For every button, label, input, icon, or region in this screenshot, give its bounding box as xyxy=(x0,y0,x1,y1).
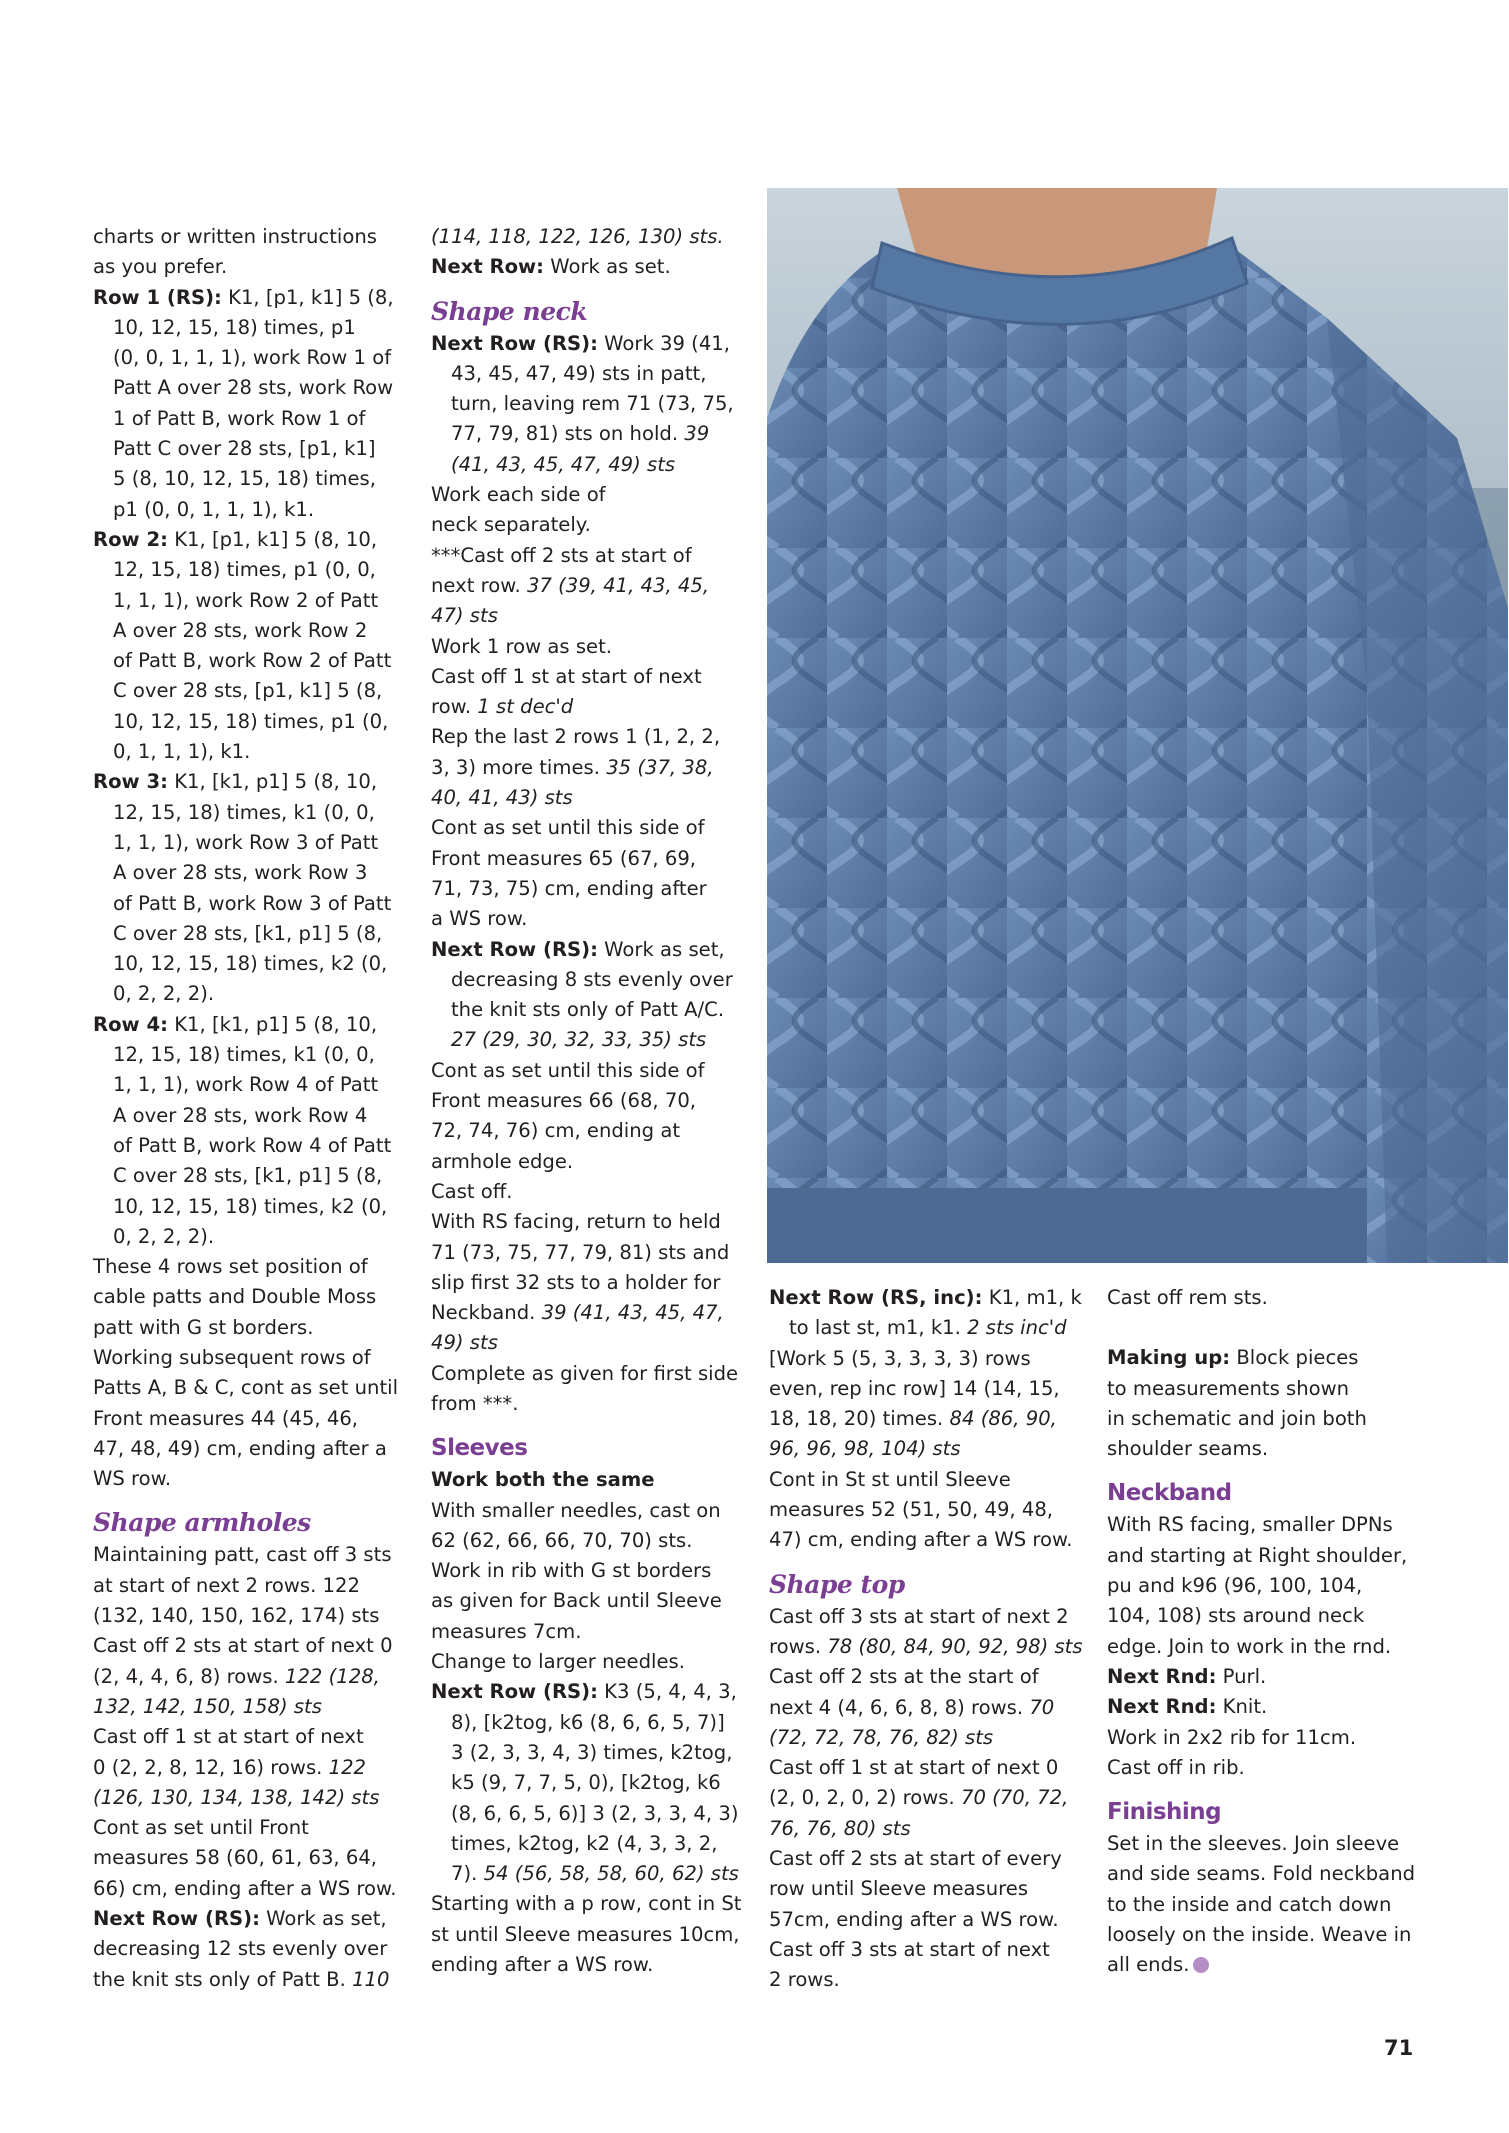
text-line: Maintaining patt, cast off 3 sts xyxy=(93,1543,392,1567)
text-line: A over 28 sts, work Row 3 xyxy=(113,861,368,885)
stitch-count: 27 (29, 30, 32, 33, 35) sts xyxy=(451,1028,707,1052)
text-line: the knit sts only of Patt A/C. xyxy=(451,998,725,1022)
text-line: measures 58 (60, 61, 63, 64, xyxy=(93,1846,378,1870)
text-line: Cast off rem sts. xyxy=(1107,1286,1268,1309)
row-label: Next Row (RS): xyxy=(431,331,598,355)
text-line: (132, 140, 150, 162, 174) sts xyxy=(93,1604,380,1628)
text-line xyxy=(93,767,408,797)
stitch-count: 96, 96, 98, 104) sts xyxy=(769,1437,961,1461)
column-3 xyxy=(769,1283,1084,1996)
sweater-illustration xyxy=(767,188,1508,1263)
text-line: Cast off 3 sts at start of next xyxy=(769,1937,1050,1961)
text-line: st until Sleeve measures 10cm, xyxy=(431,1922,740,1946)
text-line: 8), [k2tog, k6 (8, 6, 6, 5, 7)] xyxy=(451,1710,725,1734)
text-line: 10, 12, 15, 18) times, k2 (0, xyxy=(113,1194,388,1218)
text-line: pu and k96 (96, 100, 104, xyxy=(1107,1574,1363,1598)
text-line: 1, 1, 1), work Row 2 of Patt xyxy=(113,588,379,612)
text-line: from ***. xyxy=(431,1391,519,1415)
text-line: (8, 6, 6, 5, 6)] 3 (2, 3, 3, 4, 3) xyxy=(451,1801,739,1825)
text-line: (0, 0, 1, 1, 1), work Row 1 of xyxy=(113,346,392,370)
text-line: measures 7cm. xyxy=(431,1619,582,1643)
text-line: 0, 2, 2, 2). xyxy=(113,982,215,1006)
text-line xyxy=(431,252,746,282)
text-line: in schematic and join both xyxy=(1107,1406,1367,1430)
text-line: Patt C over 28 sts, [p1, k1] xyxy=(113,437,376,461)
text-line: A over 28 sts, work Row 4 xyxy=(113,1103,368,1127)
text-line xyxy=(93,525,408,555)
text-line xyxy=(431,571,746,601)
spacer xyxy=(1107,1313,1422,1343)
text-line: Cast off in rib. xyxy=(1107,1755,1245,1779)
text-line xyxy=(93,1965,408,1995)
text-line: cable patts and Double Moss xyxy=(93,1285,377,1309)
row-text: K1, [p1, k1] 5 (8, xyxy=(228,285,394,309)
text: rows. xyxy=(769,1634,822,1658)
text-line: C over 28 sts, [k1, p1] 5 (8, xyxy=(113,921,383,945)
stitch-count: 40, 41, 43) sts xyxy=(431,786,573,810)
row-label: Next Row (RS, inc): xyxy=(769,1286,983,1309)
row-text: Block pieces xyxy=(1236,1346,1359,1370)
text-line: Front measures 44 (45, 46, xyxy=(93,1406,359,1430)
stitch-count: (114, 118, 122, 126, 130) sts. xyxy=(431,225,724,248)
stitch-count: 122 (128, xyxy=(284,1664,380,1688)
text: the knit sts only of Patt B. xyxy=(93,1967,346,1991)
column-2 xyxy=(431,222,746,1980)
text-line: Front measures 66 (68, 70, xyxy=(431,1089,697,1113)
text-line xyxy=(431,329,746,359)
text-line: 43, 45, 47, 49) sts in patt, xyxy=(451,361,707,385)
text-line: and side seams. Fold neckband xyxy=(1107,1862,1416,1886)
stitch-count: 1 st dec'd xyxy=(477,695,574,719)
text-line xyxy=(1107,1662,1422,1692)
row-text: K3 (5, 4, 4, 3, xyxy=(604,1680,737,1704)
stitch-count: 70 xyxy=(1029,1695,1055,1719)
text-line: armhole edge. xyxy=(431,1149,574,1173)
row-label: Row 4: xyxy=(93,1012,168,1036)
row-label: Next Row (RS): xyxy=(93,1907,260,1931)
text: 77, 79, 81) sts on hold. xyxy=(451,422,679,446)
text-line: 0, 2, 2, 2). xyxy=(113,1224,215,1248)
text-line: loosely on the inside. Weave in xyxy=(1107,1923,1412,1947)
text-line: decreasing 8 sts evenly over xyxy=(451,967,733,991)
text: (2, 0, 2, 0, 2) rows. xyxy=(769,1786,955,1810)
text-line xyxy=(769,1313,1084,1343)
text: 18, 18, 20) times. xyxy=(769,1407,944,1431)
text-line xyxy=(769,1693,1084,1723)
row-label: Next Rnd: xyxy=(1107,1695,1217,1719)
text-line: Cast off 2 sts at start of every xyxy=(769,1847,1062,1871)
text-line: A over 28 sts, work Row 2 xyxy=(113,618,368,642)
text-line: These 4 rows set position of xyxy=(93,1255,368,1279)
stitch-count: 132, 142, 150, 158) sts xyxy=(93,1694,322,1718)
yarn-ball-icon xyxy=(1193,1957,1209,1973)
text-line xyxy=(431,1298,746,1328)
text-line: 1, 1, 1), work Row 4 of Patt xyxy=(113,1073,379,1097)
text-line: times, k2tog, k2 (4, 3, 3, 2, xyxy=(451,1831,718,1855)
text-line: of Patt B, work Row 4 of Patt xyxy=(113,1133,392,1157)
text-line: edge. Join to work in the rnd. xyxy=(1107,1634,1392,1658)
text-line: C over 28 sts, [k1, p1] 5 (8, xyxy=(113,1164,383,1188)
text-line: Cast off 2 sts at start of next 0 xyxy=(93,1634,393,1658)
text-line: measures 52 (51, 50, 49, 48, xyxy=(769,1498,1054,1522)
text-line: charts or written instructions xyxy=(93,225,377,248)
text-line: to measurements shown xyxy=(1107,1376,1350,1400)
text-line: a WS row. xyxy=(431,907,528,931)
text-line: Complete as given for first side xyxy=(431,1361,739,1385)
row-label: Row 1 (RS): xyxy=(93,285,222,309)
text-line: 5 (8, 10, 12, 15, 18) times, xyxy=(113,467,376,491)
stitch-count: 54 (56, 58, 58, 60, 62) sts xyxy=(483,1862,739,1886)
row-label: Row 3: xyxy=(93,770,168,794)
stitch-count: 49) sts xyxy=(431,1331,498,1355)
text-line: 47, 48, 49) cm, ending after a xyxy=(93,1436,387,1460)
text-line: Cast off 3 sts at start of next 2 xyxy=(769,1604,1069,1628)
text-line: With RS facing, return to held xyxy=(431,1210,721,1234)
text-line: of Patt B, work Row 2 of Patt xyxy=(113,649,392,673)
text-line: 1 of Patt B, work Row 1 of xyxy=(113,406,366,430)
text-line: row until Sleeve measures xyxy=(769,1877,1029,1901)
text-line: Cont in St st until Sleeve xyxy=(769,1467,1011,1491)
text-line: [Work 5 (5, 3, 3, 3, 3) rows xyxy=(769,1346,1031,1370)
text-line: Cast off 1 st at start of next 0 xyxy=(769,1756,1059,1780)
text-line: Front measures 65 (67, 69, xyxy=(431,846,697,870)
text-line: slip first 32 sts to a holder for xyxy=(431,1270,721,1294)
section-subheading: Work both the same xyxy=(431,1468,655,1492)
text-line xyxy=(431,692,746,722)
text-line: Working subsequent rows of xyxy=(93,1345,371,1369)
text-line: Patts A, B & C, cont as set until xyxy=(93,1376,399,1400)
text-line: Set in the sleeves. Join sleeve xyxy=(1107,1832,1400,1856)
text-line: Rep the last 2 rows 1 (1, 2, 2, xyxy=(431,725,721,749)
stitch-count: (41, 43, 45, 47, 49) sts xyxy=(451,452,676,476)
text-line: Cont as set until this side of xyxy=(431,816,705,840)
row-text: Work as set. xyxy=(550,255,671,279)
row-text: K1, [p1, k1] 5 (8, 10, xyxy=(174,527,378,551)
row-text: Knit. xyxy=(1222,1695,1268,1719)
text-line: Cont as set until this side of xyxy=(431,1058,705,1082)
column-4 xyxy=(1107,1283,1422,1981)
text-line: k5 (9, 7, 7, 5, 0), [k2tog, k6 xyxy=(451,1771,721,1795)
text-line: 72, 74, 76) cm, ending at xyxy=(431,1119,681,1143)
row-text: Work as set, xyxy=(266,1907,387,1931)
text-line: 3 (2, 3, 3, 4, 3) times, k2tog, xyxy=(451,1740,733,1764)
stitch-count: 78 (80, 84, 90, 92, 98) sts xyxy=(827,1634,1083,1658)
text: 7). xyxy=(451,1862,478,1886)
section-heading-sleeves: Sleeves xyxy=(431,1435,528,1462)
text-line: and starting at Right shoulder, xyxy=(1107,1543,1408,1567)
stitch-count: 39 xyxy=(684,422,710,446)
stitch-count: 35 (37, 38, xyxy=(606,755,714,779)
text-line: 104, 108) sts around neck xyxy=(1107,1604,1365,1628)
text-line: turn, leaving rem 71 (73, 75, xyxy=(451,392,734,416)
text-line: Cast off 2 sts at the start of xyxy=(769,1665,1039,1689)
text-line: 2 rows. xyxy=(769,1968,840,1992)
text-line xyxy=(93,283,408,313)
section-heading-shape-top: Shape top xyxy=(769,1569,905,1599)
row-text: Purl. xyxy=(1222,1664,1267,1688)
stitch-count: 110 xyxy=(352,1967,390,1991)
text-line: as given for Back until Sleeve xyxy=(431,1589,722,1613)
sweater-photo xyxy=(767,188,1508,1263)
row-label: Next Row: xyxy=(431,255,544,279)
row-label: Row 2: xyxy=(93,527,168,551)
text-line xyxy=(769,1632,1084,1662)
text-line xyxy=(431,753,746,783)
text: (2, 4, 4, 6, 8) rows. xyxy=(93,1664,279,1688)
text-line: Cont as set until Front xyxy=(93,1816,309,1840)
text-line xyxy=(93,1753,408,1783)
stitch-count: 122 xyxy=(328,1755,367,1779)
text-line: to the inside and catch down xyxy=(1107,1892,1392,1916)
text-line: patt with G st borders. xyxy=(93,1315,314,1339)
text-line: With smaller needles, cast on xyxy=(431,1498,721,1522)
text-line: decreasing 12 sts evenly over xyxy=(93,1937,388,1961)
text-line: 1, 1, 1), work Row 3 of Patt xyxy=(113,830,379,854)
row-text: Work as set, xyxy=(604,937,725,961)
text-line: 12, 15, 18) times, p1 (0, 0, xyxy=(113,558,376,582)
text-line: Work in rib with G st borders xyxy=(431,1559,712,1583)
text-line xyxy=(431,1677,746,1707)
text-line: 10, 12, 15, 18) times, p1 (0, xyxy=(113,709,389,733)
text: to last st, m1, k1. xyxy=(789,1316,961,1340)
text-line: as you prefer. xyxy=(93,255,228,279)
text-line: 71 (73, 75, 77, 79, 81) sts and xyxy=(431,1240,730,1264)
text-line: Work in 2x2 rib for 11cm. xyxy=(1107,1725,1357,1749)
stitch-count: (72, 72, 78, 76, 82) sts xyxy=(769,1725,994,1749)
text-line xyxy=(93,1904,408,1934)
text-line: ending after a WS row. xyxy=(431,1953,654,1977)
row-text: K1, m1, k xyxy=(988,1286,1082,1309)
text-line: WS row. xyxy=(93,1467,172,1491)
text-line xyxy=(769,1783,1084,1813)
text-line: Work each side of xyxy=(431,483,606,507)
text-line: of Patt B, work Row 3 of Patt xyxy=(113,891,392,915)
stitch-count: 39 (41, 43, 45, 47, xyxy=(541,1301,724,1325)
section-heading-neckband: Neckband xyxy=(1107,1480,1232,1507)
text-line: Starting with a p row, cont in St xyxy=(431,1892,742,1916)
text-line: at start of next 2 rows. 122 xyxy=(93,1573,360,1597)
section-heading-shape-armholes: Shape armholes xyxy=(93,1508,311,1538)
stitch-count: 84 (86, 90, xyxy=(949,1407,1057,1431)
text-line xyxy=(431,419,746,449)
text-line xyxy=(1107,1343,1422,1373)
text-line: 12, 15, 18) times, k1 (0, 0, xyxy=(113,1043,375,1067)
text: next 4 (4, 6, 6, 8, 8) rows. xyxy=(769,1695,1024,1719)
stitch-count: 47) sts xyxy=(431,604,498,628)
text-line xyxy=(1107,1692,1422,1722)
text: next row. xyxy=(431,573,521,597)
text-line: 12, 15, 18) times, k1 (0, 0, xyxy=(113,800,375,824)
text-line: 62 (62, 66, 66, 70, 70) sts. xyxy=(431,1528,693,1552)
text-line: Cast off 1 st at start of next xyxy=(431,664,702,688)
text-line: 10, 12, 15, 18) times, k2 (0, xyxy=(113,952,388,976)
text: 3, 3) more times. xyxy=(431,755,600,779)
text-line xyxy=(93,1010,408,1040)
text: 0 (2, 2, 8, 12, 16) rows. xyxy=(93,1755,323,1779)
row-label: Next Row (RS): xyxy=(431,937,598,961)
text-line: even, rep inc row] 14 (14, 15, xyxy=(769,1376,1060,1400)
text-line: Patt A over 28 sts, work Row xyxy=(113,376,394,400)
text-line xyxy=(431,1859,746,1889)
text: row. xyxy=(431,695,472,719)
text-line xyxy=(769,1404,1084,1434)
text-line xyxy=(431,935,746,965)
text-line: 57cm, ending after a WS row. xyxy=(769,1907,1059,1931)
stitch-count: 70 (70, 72, xyxy=(960,1786,1069,1810)
text-line: C over 28 sts, [p1, k1] 5 (8, xyxy=(113,679,383,703)
text-line: Work 1 row as set. xyxy=(431,634,613,658)
stitch-count: 2 sts inc'd xyxy=(967,1316,1067,1340)
text-line: Change to larger needles. xyxy=(431,1650,685,1674)
text-line: Cast off 1 st at start of next xyxy=(93,1725,364,1749)
text: all ends. xyxy=(1107,1953,1190,1977)
text-line: 66) cm, ending after a WS row. xyxy=(93,1876,397,1900)
text-line xyxy=(93,1662,408,1692)
text-line xyxy=(769,1283,1084,1313)
text-line: 10, 12, 15, 18) times, p1 xyxy=(113,315,356,339)
row-label: Next Rnd: xyxy=(1107,1664,1217,1688)
text-line xyxy=(1107,1950,1422,1980)
stitch-count: 76, 76, 80) sts xyxy=(769,1816,911,1840)
text-line: neck separately. xyxy=(431,513,591,537)
section-heading-shape-neck: Shape neck xyxy=(431,296,588,326)
text-line: ***Cast off 2 sts at start of xyxy=(431,543,692,567)
row-text: Work 39 (41, xyxy=(604,331,730,355)
text-line: p1 (0, 0, 1, 1, 1), k1. xyxy=(113,497,315,521)
text-line: 71, 73, 75) cm, ending after xyxy=(431,876,707,900)
text-line: shoulder seams. xyxy=(1107,1437,1269,1461)
stitch-count: (126, 130, 134, 138, 142) sts xyxy=(93,1785,380,1809)
row-text: K1, [k1, p1] 5 (8, 10, xyxy=(174,770,378,794)
section-heading-finishing: Finishing xyxy=(1107,1799,1222,1826)
page-number: 71 xyxy=(1384,2036,1414,2060)
text-line: Cast off. xyxy=(431,1179,513,1203)
row-label: Making up: xyxy=(1107,1346,1231,1370)
text: Neckband. xyxy=(431,1301,536,1325)
text-line: 0, 1, 1, 1), k1. xyxy=(113,740,251,764)
text-line: With RS facing, smaller DPNs xyxy=(1107,1513,1393,1537)
stitch-count: 37 (39, 41, 43, 45, xyxy=(526,573,710,597)
row-label: Next Row (RS): xyxy=(431,1680,598,1704)
row-text: K1, [k1, p1] 5 (8, 10, xyxy=(174,1012,378,1036)
text-line: 47) cm, ending after a WS row. xyxy=(769,1528,1073,1552)
column-1 xyxy=(93,222,408,1995)
